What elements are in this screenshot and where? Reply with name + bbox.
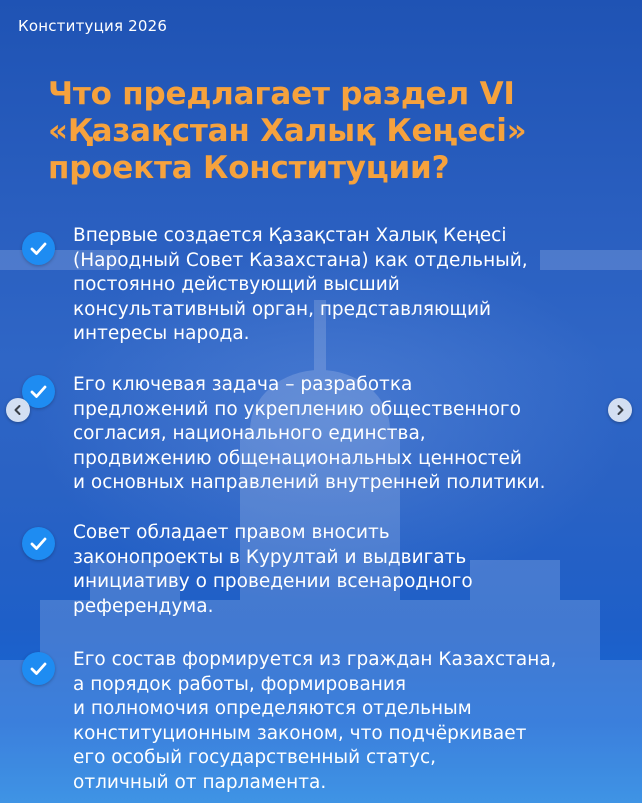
check-icon [22,527,55,560]
carousel-next-button[interactable] [608,398,632,422]
carousel-prev-button[interactable] [6,398,30,422]
check-icon [22,652,55,685]
title-line: «Қазақстан Халық Кеңесі» [48,113,527,149]
list-item-text: Совет обладает правом вносить законопроекты в Курултай и выдвигать инициативу о проведении всенародного референдума. [73,522,473,617]
list-item-text: Его ключевая задача – разработка предложений по укреплению общественного согласия, национального единства, продвижению общенациональных ценностей и основных направлений внутренней политики. [73,374,546,493]
list-item-text: Впервые создается Қазақстан Халық Кеңесі (Народный Совет Казахстана) как отдельный, постоянно действующий высший консультативный орган, представляющий интересы народа. [73,225,528,344]
chevron-left-icon [12,404,24,416]
title-line: проекта Конституции? [48,150,450,186]
page-title [48,76,618,187]
check-icon [22,232,55,265]
title-line: Что предлагает раздел VI [48,76,515,112]
chevron-right-icon [614,404,626,416]
brand-label: Конституция 2026 [18,17,168,35]
list-item-text: Его состав формируется из граждан Казахстана, а порядок работы, формирования и полномочия определяются отдельным конституционным законом, что подчёркивает его особый государственный статус, отличный от парламента. [73,649,557,793]
